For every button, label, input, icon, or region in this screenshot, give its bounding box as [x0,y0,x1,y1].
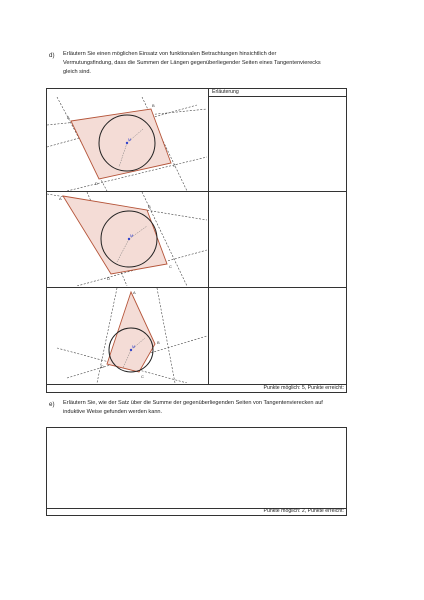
task-d-line-2: Vermutungsfindung, dass die Summen der Längen gegenüberliegender Seiten eines Tangentenvierecks [63,60,321,67]
task-d-label: d) [49,52,55,59]
table-header-divider [208,96,347,97]
task-d-line-3: gleich sind. [63,69,91,76]
answer-box-points-footer: Punkte möglich: 2, Punkte erreicht: [263,508,344,514]
task-e-line-2: induktive Weise gefunden werden kann. [63,409,163,416]
figure-2-quadrilateral [63,196,167,274]
figure-2-label-a: A [59,196,62,201]
figure-3-label-b: B [157,340,160,345]
figure-1-label-d: D [95,181,98,186]
figure-3-quadrilateral [107,292,155,372]
figure-1-label-b: B [152,103,155,108]
figure-3-label-c: C [141,374,144,379]
figure-tangent-quadrilateral-3 [47,288,207,383]
table-points-footer: Punkte möglich: 5, Punkte erreicht: [263,385,344,391]
figure-1-center-label: M [128,137,132,142]
figure-3-label-d: D [101,364,104,369]
figure-tangent-quadrilateral-2 [47,192,207,286]
task-e-line-1: Erläutern Sie, wie der Satz über die Summe der gegenüberliegenden Seiten von Tangentenvierecken auf [63,400,323,406]
figure-tangent-quadrilateral-1 [47,97,207,191]
figure-2-center-label: M [130,233,134,238]
table-column-header: Erläuterung [212,89,239,95]
figure-1-center-point [126,142,128,144]
table-column-divider [208,88,209,384]
figure-2-label-b: B [148,204,151,209]
figure-1-quadrilateral [71,109,171,179]
figure-1-label-a: A [67,115,70,120]
task-e-text [63,399,363,417]
figure-2-label-d: D [107,276,110,281]
task-e-label: e) [49,401,55,408]
task-d-line-1: Erläutern Sie einen möglichen Einsatz von funktionalen Betrachtungen hinsichtlich der [63,51,277,57]
answer-box[interactable] [46,427,347,516]
figure-2-center-point [128,238,130,240]
figure-3-label-a: A [133,290,136,295]
task-d-text [63,50,363,78]
figure-2-label-c: C [169,264,172,269]
figure-3-center-label: M [132,344,136,349]
figure-3-center-point [130,349,132,351]
figure-1-label-c: C [173,163,176,168]
